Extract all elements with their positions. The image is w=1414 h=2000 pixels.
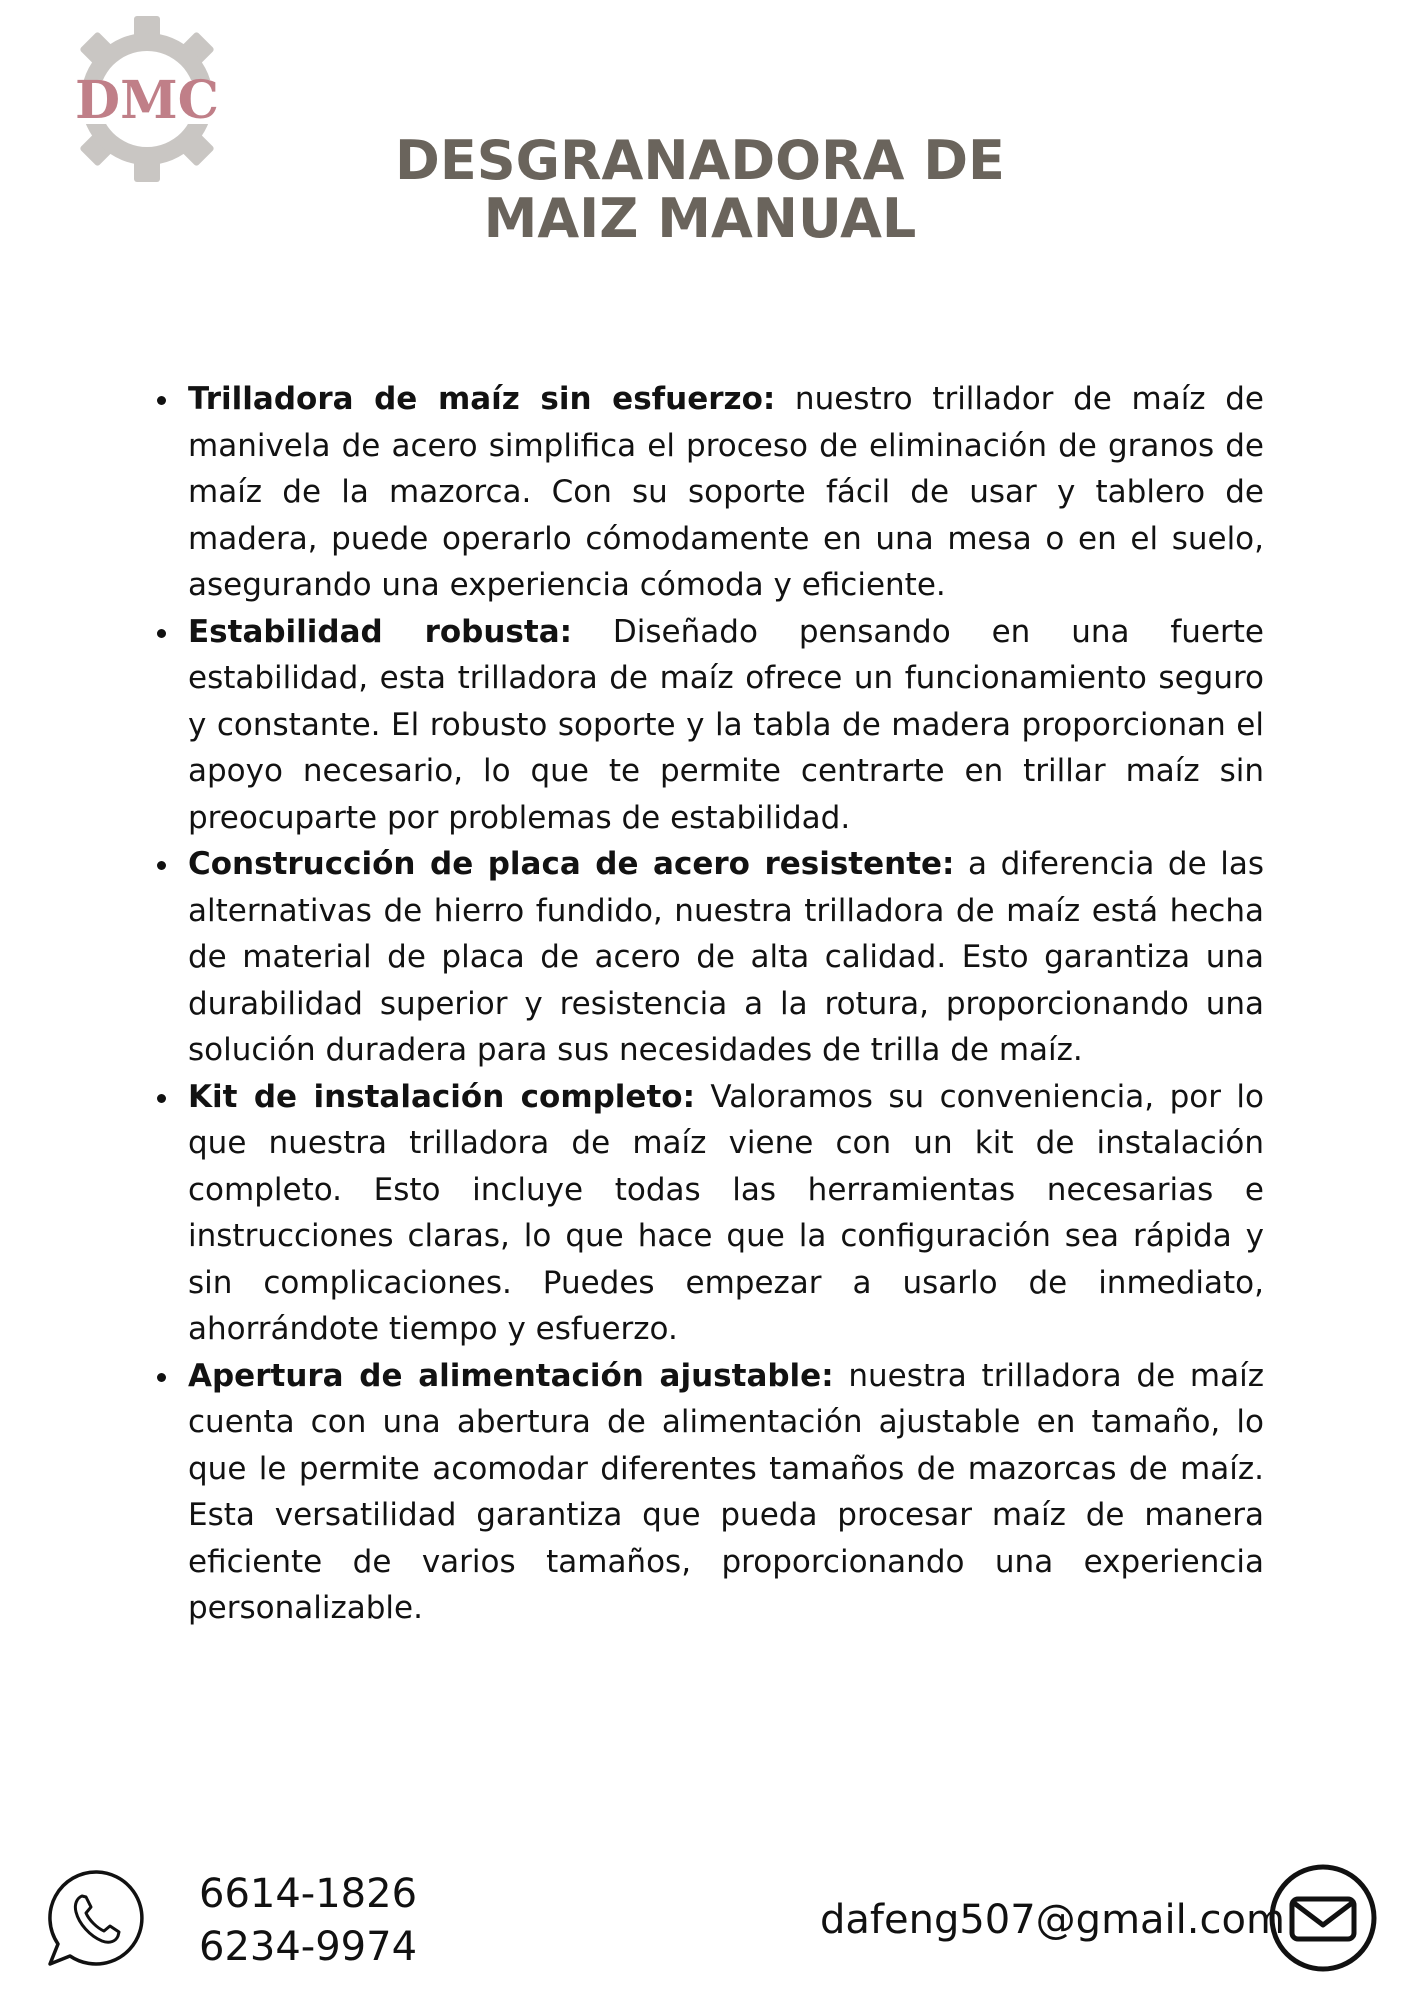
email-address[interactable]: dafeng507@gmail.com bbox=[820, 1897, 1285, 1943]
feature-heading: Kit de instalación completo: bbox=[188, 1078, 695, 1115]
list-item bbox=[188, 841, 1264, 1074]
mail-icon bbox=[1268, 1863, 1378, 1973]
feature-body: nuestro trillador de maíz de manivela de acero simplifica el proceso de eliminación de granos de maíz de la mazorca. Con su soporte fácil de usar y tablero de madera, puede operarlo cómodamente en una mesa o en el suelo, asegurando una experiencia cómoda y eficiente. bbox=[188, 381, 1264, 603]
list-item bbox=[188, 1074, 1264, 1353]
feature-list bbox=[148, 376, 1264, 1632]
logo-text: DMC bbox=[74, 70, 220, 131]
feature-heading: Estabilidad robusta: bbox=[188, 613, 573, 650]
feature-body: Diseñado pensando en una fuerte estabilidad, esta trilladora de maíz ofrece un funcionamiento seguro y constante. El robusto soporte y la tabla de madera proporcionan el apoyo necesario, lo que te permite centrarte en trillar maíz sin preocuparte por problemas de estabilidad. bbox=[188, 613, 1264, 836]
list-item bbox=[188, 376, 1264, 609]
phone-number-2[interactable]: 6234-9974 bbox=[199, 1924, 418, 1970]
feature-heading: Construcción de placa de acero resistente: bbox=[188, 846, 955, 882]
dmc-logo bbox=[62, 14, 232, 184]
phone-number-1[interactable]: 6614-1826 bbox=[199, 1871, 418, 1917]
feature-body: nuestra trilladora de maíz cuenta con una abertura de alimentación ajustable en tamaño, lo que le permite acomodar diferentes tamaños de mazorcas de maíz. Esta versatilidad garantiza que pueda procesar maíz de manera eficiente de varios tamaños, proporcionando una experiencia personalizable. bbox=[188, 1357, 1264, 1626]
feature-heading: Trilladora de maíz sin esfuerzo: bbox=[188, 381, 776, 417]
whatsapp-icon bbox=[44, 1866, 150, 1972]
title-line-1: DESGRANADORA DE bbox=[395, 129, 1005, 192]
phone-numbers bbox=[199, 1868, 417, 1974]
feature-heading: Apertura de alimentación ajustable: bbox=[188, 1357, 834, 1394]
list-item bbox=[188, 1353, 1264, 1632]
title-line-2: MAIZ MANUAL bbox=[483, 187, 917, 250]
feature-body: a diferencia de las alternativas de hierro fundido, nuestra trilladora de maíz está hecha de material de placa de acero de alta calidad. Esto garantiza una durabilidad superior y resistencia a la rotura, proporcionando una solución duradera para sus necesidades de trilla de maíz. bbox=[188, 846, 1264, 1068]
page-title bbox=[250, 129, 1150, 250]
list-item bbox=[188, 609, 1264, 842]
feature-body: Valoramos su conveniencia, por lo que nuestra trilladora de maíz viene con un kit de instalación completo. Esto incluye todas las herramientas necesarias e instrucciones claras, lo que hace que la configuración sea rápida y sin complicaciones. Puedes empezar a usarlo de inmediato, ahorrándote tiempo y esfuerzo. bbox=[188, 1078, 1264, 1347]
